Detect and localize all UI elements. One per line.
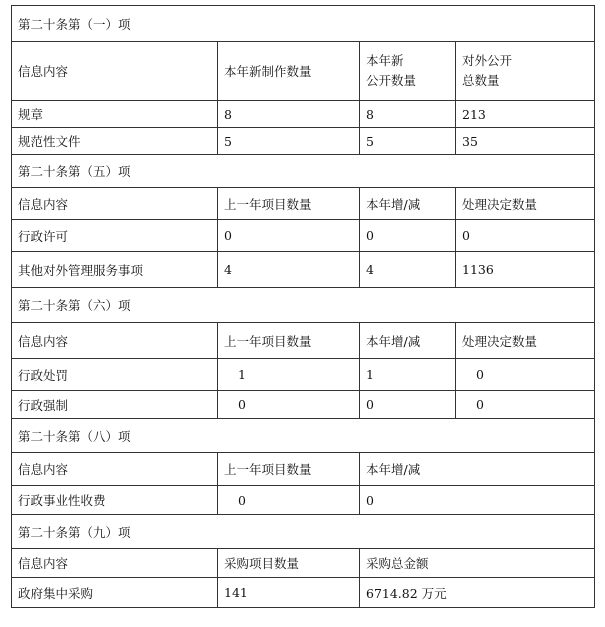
- table-row: [12, 101, 595, 128]
- header-cell: 本年新制作数量: [218, 42, 360, 101]
- row-label: 规范性文件: [12, 128, 218, 155]
- cell-value: 141: [218, 578, 360, 608]
- header-cell: 信息内容: [12, 453, 218, 486]
- header-cell: 信息内容: [12, 549, 218, 578]
- row-label: 行政许可: [12, 220, 218, 252]
- header-cell: 采购总金额: [360, 549, 595, 578]
- cell-value: 0: [218, 486, 360, 515]
- row-label: 行政强制: [12, 391, 218, 419]
- header-cell: 信息内容: [12, 188, 218, 220]
- cell-value: 0: [456, 391, 595, 419]
- table-row: [12, 486, 595, 515]
- cell-value: 0: [218, 391, 360, 419]
- header-row: [12, 323, 595, 359]
- section-title: 第二十条第（一）项: [12, 6, 595, 42]
- header-cell: 本年增/减: [360, 323, 456, 359]
- header-cell: 上一年项目数量: [218, 453, 360, 486]
- cell-value: 1: [360, 359, 456, 391]
- section-title-row: [12, 515, 595, 549]
- header-cell: 本年增/减: [360, 188, 456, 220]
- cell-value: 35: [456, 128, 595, 155]
- cell-value: 8: [360, 101, 456, 128]
- cell-value: 0: [360, 486, 595, 515]
- row-label: 其他对外管理服务事项: [12, 252, 218, 288]
- header-row: [12, 42, 595, 101]
- row-label: 政府集中采购: [12, 578, 218, 608]
- cell-value: 4: [218, 252, 360, 288]
- header-row: [12, 453, 595, 486]
- cell-value: 213: [456, 101, 595, 128]
- section-title: 第二十条第（九）项: [12, 515, 595, 549]
- section-title-row: [12, 288, 595, 323]
- header-cell: 对外公开 总数量: [456, 42, 595, 101]
- cell-value: 6714.82 万元: [360, 578, 595, 608]
- table-row: [12, 391, 595, 419]
- table-row: [12, 578, 595, 608]
- header-cell: 信息内容: [12, 323, 218, 359]
- report-table-wrapper: [11, 5, 595, 608]
- table-row: [12, 359, 595, 391]
- header-row: [12, 549, 595, 578]
- header-cell: 上一年项目数量: [218, 188, 360, 220]
- section-title-row: [12, 155, 595, 188]
- table-row: [12, 252, 595, 288]
- section-title-row: [12, 419, 595, 453]
- header-cell: 采购项目数量: [218, 549, 360, 578]
- cell-value: 0: [360, 220, 456, 252]
- cell-value: 0: [456, 359, 595, 391]
- section-title-row: [12, 6, 595, 42]
- disclosure-table: [11, 5, 595, 608]
- cell-value: 4: [360, 252, 456, 288]
- row-label: 行政处罚: [12, 359, 218, 391]
- section-title: 第二十条第（六）项: [12, 288, 595, 323]
- table-row: [12, 220, 595, 252]
- cell-value: 1: [218, 359, 360, 391]
- header-cell: 处理决定数量: [456, 188, 595, 220]
- header-cell: 信息内容: [12, 42, 218, 101]
- header-cell: 处理决定数量: [456, 323, 595, 359]
- section-title: 第二十条第（五）项: [12, 155, 595, 188]
- cell-value: 8: [218, 101, 360, 128]
- cell-value: 0: [360, 391, 456, 419]
- header-cell: 上一年项目数量: [218, 323, 360, 359]
- section-title: 第二十条第（八）项: [12, 419, 595, 453]
- cell-value: 0: [456, 220, 595, 252]
- header-row: [12, 188, 595, 220]
- row-label: 行政事业性收费: [12, 486, 218, 515]
- cell-value: 5: [360, 128, 456, 155]
- header-cell: 本年新 公开数量: [360, 42, 456, 101]
- header-cell: 本年增/减: [360, 453, 595, 486]
- cell-value: 0: [218, 220, 360, 252]
- cell-value: 1136: [456, 252, 595, 288]
- row-label: 规章: [12, 101, 218, 128]
- cell-value: 5: [218, 128, 360, 155]
- table-row: [12, 128, 595, 155]
